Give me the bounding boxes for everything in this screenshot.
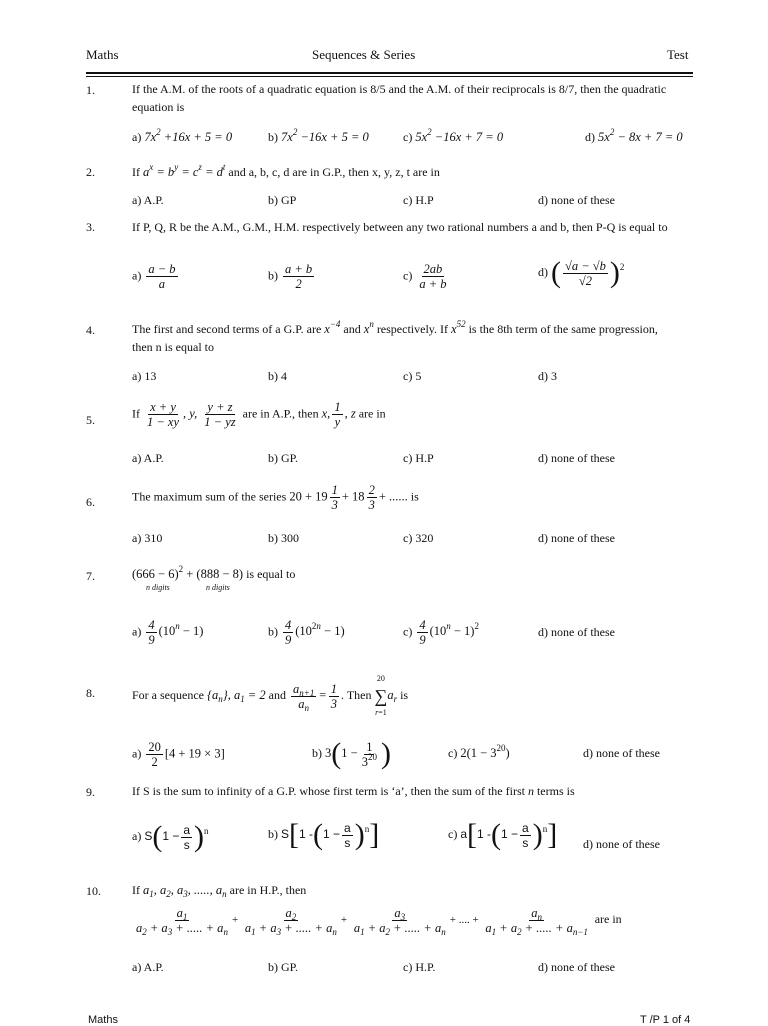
option-d: d) none of these xyxy=(583,746,660,760)
footer-subject: Maths xyxy=(88,1014,118,1026)
option-b: b) GP xyxy=(268,193,297,207)
question-number: 9. xyxy=(86,785,95,799)
page-number: T /P 1 of 4 xyxy=(640,1014,691,1026)
option-d: d) ( $\frac{√a - √b}{√2}$ )$^2$ xyxy=(538,256,625,289)
digits-note: n digits xyxy=(146,583,170,592)
question-number: 3. xyxy=(86,220,95,234)
header-rule-thick xyxy=(86,72,693,74)
header-rule-thin xyxy=(86,76,693,77)
option-c: c) $2(1 - 3^{20})$ xyxy=(448,743,510,760)
question-text: If S is the sum to infinity of a G.P. whose first term is ‘a’, then the sum of the first n terms is xyxy=(132,784,575,798)
question-text: If $a^x = b^y = c^z = d^t$ and a, b, c, d are in G.P., then x, y, z, t are in xyxy=(132,162,440,179)
option-c: c) H.P xyxy=(403,193,434,207)
option-d: d) none of these xyxy=(583,837,660,851)
option-b: b) GP. xyxy=(268,960,299,974)
question-text: If the A.M. of the roots of a quadratic equation is 8/5 and the A.M. of their reciprocals is 8/7, then the quadratic equation is xyxy=(132,82,667,114)
option-a: a) $7x^2 +16x + 5 = 0$ xyxy=(132,127,233,144)
option-b: b) 4 xyxy=(268,369,287,383)
question-text: The first and second terms of a G.P. are $x^{-4}$ and $x^n$ respectively. If $x^{52}$ is the 8th term of the same progression, then n is equal to xyxy=(132,319,658,354)
option-b: b) $\frac{a + b}{2}$ xyxy=(268,262,313,291)
option-a: a) A.P. xyxy=(132,451,164,465)
hp-expression: $\frac{a_1}{a_2 + a_3 + ..... + a_n}$ + $\frac{a_2}{a_1 + a_3 + ..... + a_n}$ + $\frac{a_3}{a_1 + a_2 + ..... + a_n}$ + .... + $\frac{a_n}{a_1 + a_2 + ..... + a_{n-1}}$ are in xyxy=(136,906,622,937)
header-subject: Maths xyxy=(86,47,119,62)
option-c: c) $\frac{4}{9}$ $(10^n - 1)^2$ xyxy=(403,618,479,647)
option-c: c) 5 xyxy=(403,369,422,383)
question-number: 6. xyxy=(86,495,95,509)
question-text: If $a_1$, $a_2$, $a_3$, ....., $a_n$ are in H.P., then xyxy=(132,883,307,899)
option-b: b) $7x^2 -16x + 5 = 0$ xyxy=(268,127,369,144)
option-c: c) $5x^2 -16x + 7 = 0$ xyxy=(403,127,504,144)
question-text: If P, Q, R be the A.M., G.M., H.M. respectively between any two rational numbers a and b, then P-Q is equal to xyxy=(132,220,668,234)
option-d: d) none of these xyxy=(538,531,615,545)
option-d: d) none of these xyxy=(538,625,615,639)
header-test: Test xyxy=(667,47,689,62)
option-a: a) $\frac{a - b}{a}$ xyxy=(132,262,176,291)
option-d: d) $5x^2 - 8x + 7 = 0$ xyxy=(585,127,683,144)
option-b: b) 300 xyxy=(268,531,299,545)
option-b: b) S[1 -(1 − $\frac{a}{s}$ )$^n$] xyxy=(268,818,380,851)
option-c: c) H.P. xyxy=(403,960,436,974)
option-c: c) 320 xyxy=(403,531,434,545)
option-a: a) 310 xyxy=(132,531,163,545)
option-a: a) $\frac{4}{9}$ $(10^n - 1)$ xyxy=(132,618,204,647)
option-a: a) S(1 − $\frac{a}{s}$ )$^n$ xyxy=(132,820,209,853)
option-a: a) A.P. xyxy=(132,193,164,207)
option-a: a) $\frac{20}{2}$ [4 + 19 × 3] xyxy=(132,740,225,769)
option-c: c) a[1 -(1 − $\frac{a}{s}$ )$^n$] xyxy=(448,818,558,851)
option-a: a) A.P. xyxy=(132,960,164,974)
option-d: d) none of these xyxy=(538,451,615,465)
question-number: 10. xyxy=(86,884,101,898)
question-number: 4. xyxy=(86,323,95,337)
question-text: For a sequence $\{a_n\}$, $a_1 = 2$ and $\frac{a_{n+1}}{a_n}$ = $\frac{1}{3}$ . Then 20 ∑ r=1 $a_r$ is xyxy=(132,674,409,717)
option-d: d) none of these xyxy=(538,193,615,207)
header-title: Sequences & Series xyxy=(312,47,416,62)
option-d: d) 3 xyxy=(538,369,557,383)
option-c: c) $\frac{2ab}{a + b}$ xyxy=(403,262,447,291)
option-b: b) 3(1 − $\frac{1}{3^{20}}$ ) xyxy=(312,737,391,770)
option-c: c) H.P xyxy=(403,451,434,465)
option-b: b) $\frac{4}{9}$ $(10^{2n} - 1)$ xyxy=(268,618,345,647)
digits-note: n digits xyxy=(206,583,230,592)
question-text: If $\frac{x + y}{1 - xy}$ , y, $\frac{y + z}{1 - yz}$ are in A.P., then x, $\frac{1}{y}$ , z are in xyxy=(132,400,386,429)
option-d: d) none of these xyxy=(538,960,615,974)
question-number: 5. xyxy=(86,413,95,427)
question-number: 7. xyxy=(86,569,95,583)
question-text: $(666 - 6)^2 + (888 - 8)$ is equal to xyxy=(132,564,296,581)
question-number: 8. xyxy=(86,686,95,700)
option-a: a) 13 xyxy=(132,369,157,383)
question-number: 2. xyxy=(86,165,95,179)
question-number: 1. xyxy=(86,83,95,97)
question-text: The maximum sum of the series 20 + 19 $\frac{1}{3}$ + 18 $\frac{2}{3}$ + ...... is xyxy=(132,483,419,512)
option-b: b) GP. xyxy=(268,451,299,465)
